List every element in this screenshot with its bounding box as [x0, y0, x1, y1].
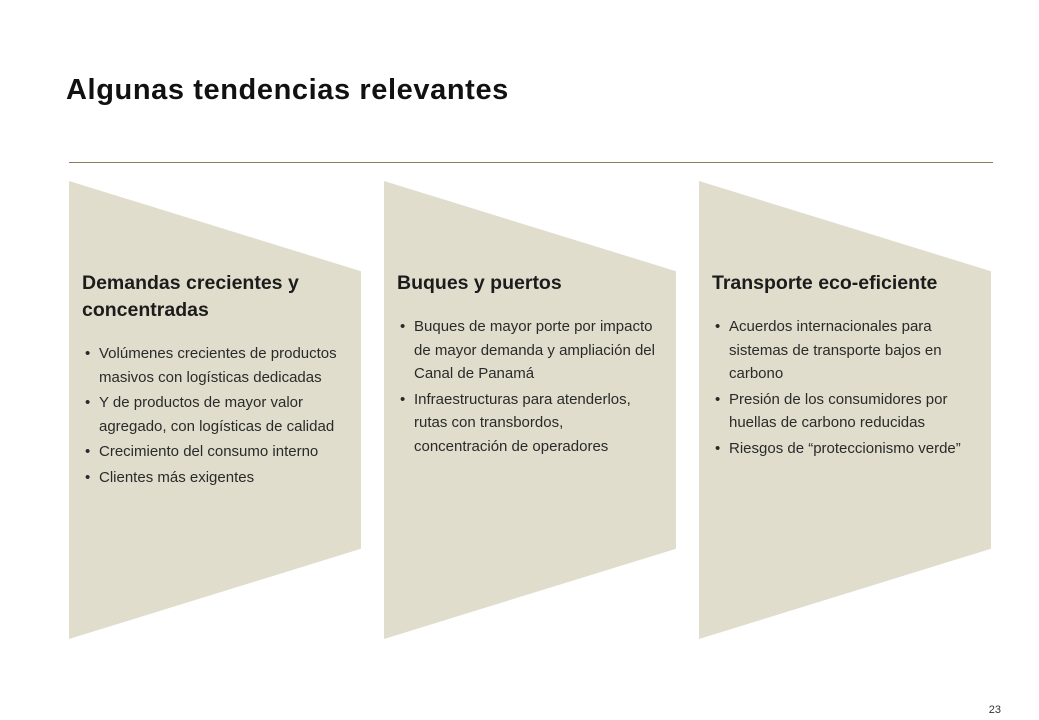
list-item-text: Riesgos de “proteccionismo verde”: [729, 439, 961, 457]
trend-column-buques: [397, 270, 659, 460]
bullet-icon: •: [715, 390, 721, 408]
trend-column-transporte: [712, 270, 974, 462]
bullet-icon: •: [85, 468, 91, 486]
trend-column-demandas: [82, 270, 344, 491]
list-item: [82, 466, 344, 490]
list-item: [712, 437, 974, 461]
bullet-icon: •: [400, 318, 406, 335]
list-item: [397, 315, 659, 386]
list-item-text: Y de productos de mayor valor agregado, con logísticas de calidad: [99, 394, 335, 435]
column-heading: Demandas crecientes y concentradas: [82, 272, 299, 321]
title-divider: [69, 162, 993, 163]
bullet-icon: •: [715, 318, 721, 335]
list-item: [82, 342, 344, 389]
list-item: [82, 391, 344, 438]
bullet-icon: •: [85, 443, 91, 460]
page-number: 23: [988, 704, 1001, 716]
bullet-icon: •: [85, 394, 91, 411]
column-heading: Transporte eco-eficiente: [712, 272, 938, 294]
list-item-text: Infraestructuras para atenderlos, rutas con transbordos, concentración de operadores: [414, 390, 631, 455]
list-item-text: Presión de los consumidores por huellas de carbono reducidas: [729, 390, 948, 431]
bullet-icon: •: [400, 390, 406, 408]
bullet-list: [712, 315, 974, 460]
list-item-text: Buques de mayor porte por impacto de mayor demanda y ampliación del Canal de Panamá: [414, 318, 655, 382]
list-item-text: Acuerdos internacionales para sistemas de transporte bajos en carbono: [729, 318, 942, 382]
list-item: [82, 440, 344, 464]
bullet-list: [397, 315, 659, 458]
column-heading: Buques y puertos: [397, 272, 562, 294]
list-item-text: Clientes más exigentes: [99, 468, 255, 486]
bullet-icon: •: [85, 345, 91, 362]
slide-title: Algunas tendencias relevantes: [66, 74, 509, 106]
list-item: [712, 388, 974, 435]
list-item-text: Volúmenes crecientes de productos masivos con logísticas dedicadas: [99, 345, 337, 386]
bullet-icon: •: [715, 439, 721, 457]
list-item: [397, 388, 659, 459]
list-item: [712, 315, 974, 386]
list-item-text: Crecimiento del consumo interno: [99, 443, 319, 460]
bullet-list: [82, 342, 344, 489]
